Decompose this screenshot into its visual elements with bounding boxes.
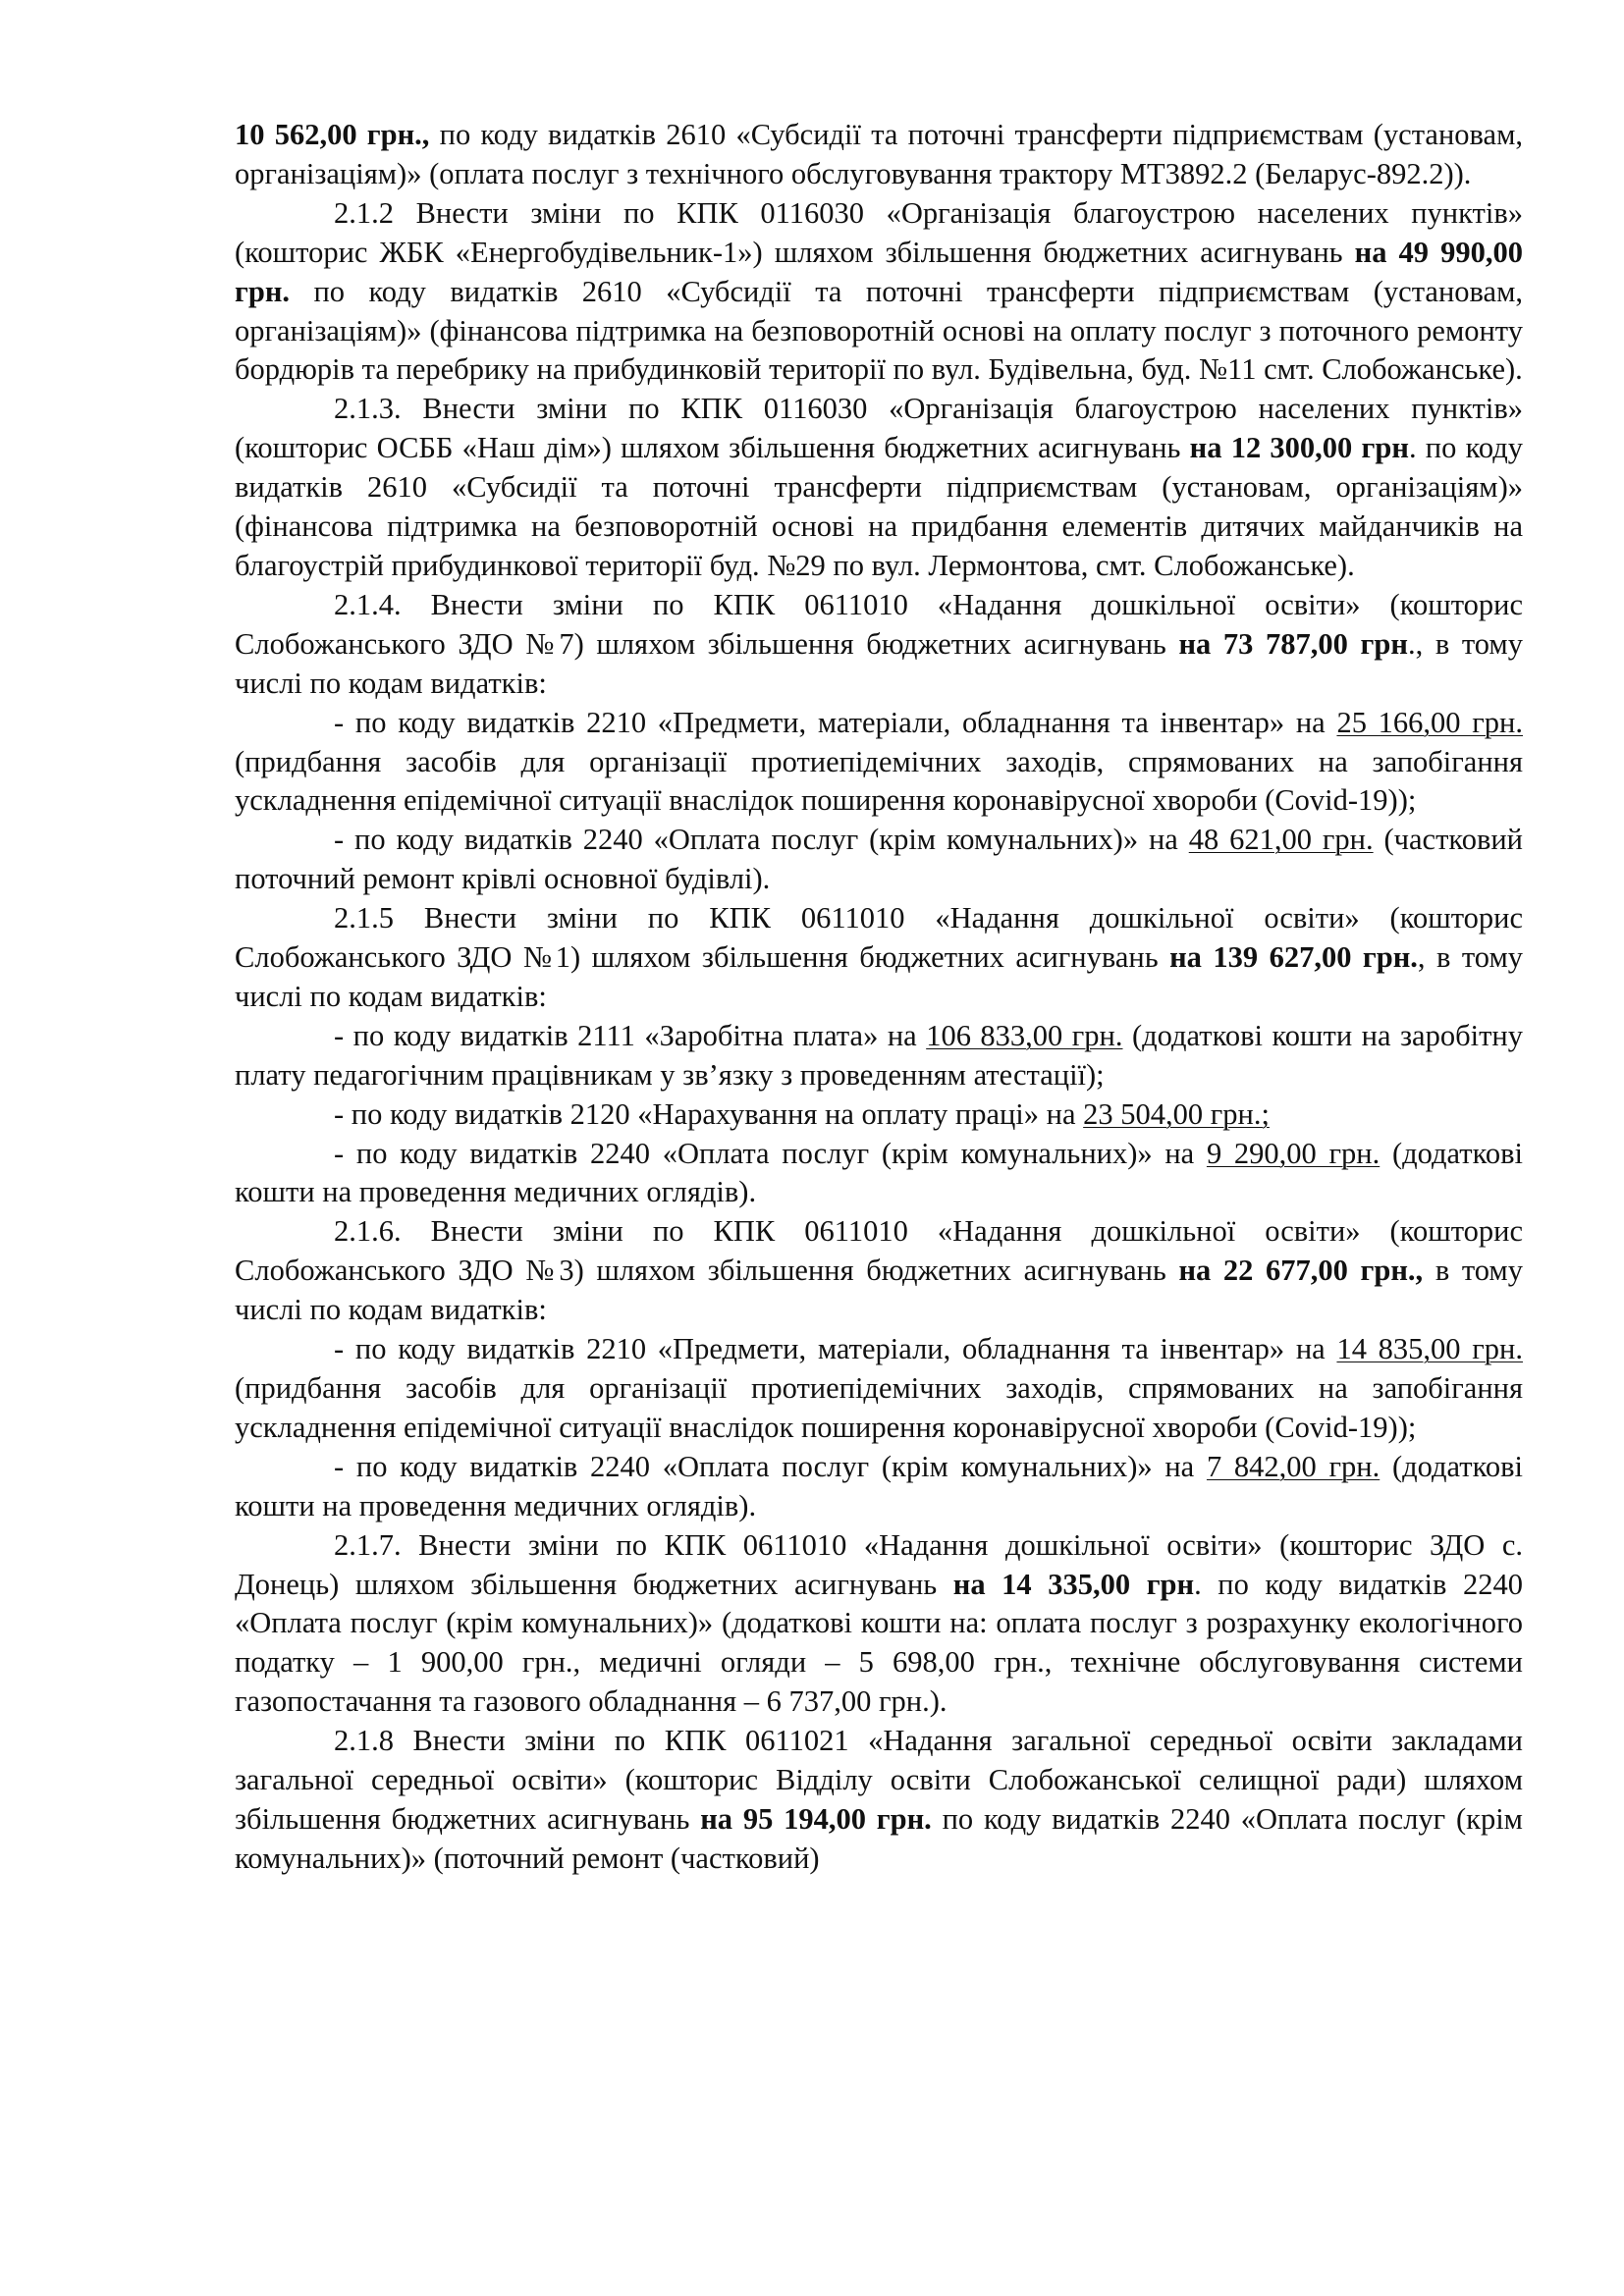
list-item-2240	[235, 1135, 1523, 1213]
text-segment: 2.1.5 Внести зміни по КПК 0611010 «Надання дошкільної освіти» (кошторис Слобожанського ЗДО №1) шляхом збільшення бюджетних асигнувань	[235, 901, 1523, 975]
paragraph-2-1-8	[235, 1722, 1523, 1879]
text-segment: 23 504,00 грн.;	[1083, 1096, 1270, 1131]
text-segment: 25 166,00 грн.	[1336, 705, 1523, 739]
text-segment: на 14 335,00 грн	[952, 1567, 1195, 1601]
text-segment: на 12 300,00 грн	[1189, 431, 1409, 465]
text-segment: (придбання засобів для організації протиепідемічних заходів, спрямованих на запобігання ускладнення епідемічної ситуації внаслідок поширення коронавірусної хвороби (Covid-19));	[235, 744, 1523, 818]
text-segment: - по коду видатків 2210 «Предмети, матеріали, обладнання та інвентар» на	[334, 705, 1337, 739]
text-segment: - по коду видатків 2240 «Оплата послуг (крім комунальних)» на	[334, 823, 1189, 857]
text-segment: на 139 627,00 грн.	[1169, 940, 1418, 975]
text-segment: 14 835,00 грн.	[1336, 1332, 1523, 1366]
text-segment: на 49 990,00 грн.	[235, 235, 1523, 308]
list-item-2120	[235, 1095, 1523, 1135]
text-segment: 10 562,00 грн.,	[235, 118, 430, 151]
text-segment: 2.1.7. Внести зміни по КПК 0611010 «Надання дошкільної освіти» (кошторис ЗДО с. Донець) шляхом збільшення бюджетних асигнувань	[235, 1527, 1523, 1601]
text-segment: 7 842,00 грн.	[1206, 1449, 1380, 1483]
text-segment: в тому числі по кодам видатків:	[235, 1254, 1523, 1327]
text-segment: по коду видатків 2240 «Оплата послуг (крім комунальних)» (поточний ремонт (частковий)	[235, 1801, 1523, 1875]
text-segment: - по коду видатків 2210 «Предмети, матеріали, обладнання та інвентар» на	[334, 1332, 1337, 1366]
text-segment: на 73 787,00 грн	[1178, 626, 1408, 661]
text-segment: (додаткові кошти на проведення медичних оглядів).	[235, 1449, 1523, 1522]
paragraph-2-1-6	[235, 1212, 1523, 1330]
paragraph-2-1-4	[235, 586, 1523, 704]
paragraph-1	[235, 116, 1523, 194]
text-segment: , в тому числі по кодам видатків:	[235, 940, 1523, 1013]
paragraph-2-1-7	[235, 1526, 1523, 1723]
paragraph-2-1-5	[235, 899, 1523, 1017]
document-page	[235, 116, 1523, 1879]
text-segment: - по коду видатків 2111 «Заробітна плата» на	[334, 1018, 927, 1052]
text-segment: - по коду видатків 2120 «Нарахування на оплату праці» на	[334, 1096, 1084, 1131]
text-segment: (додаткові кошти на проведення медичних оглядів).	[235, 1136, 1523, 1209]
text-segment: . по коду видатків 2610 «Субсидії та поточні трансферти підприємствам (установам, організаціям)» (фінансова підтримка на безповоротній основі на придбання елементів дитячих майданчиків на благоустрій прибудинкової території буд. №29 по вул. Лермонтова, смт. Слобожанське).	[235, 431, 1524, 582]
text-segment: 106 833,00 грн.	[926, 1018, 1123, 1052]
text-segment: по коду видатків 2610 «Субсидії та поточні трансферти підприємствам (установам, організаціям)» (фінансова підтримка на безповоротній основі на оплату послуг з поточного ремонту бордюрів та перебрику на прибудинковій території по вул. Будівельна, буд. №11 смт. Слобожанське).	[235, 274, 1523, 387]
text-segment: - по коду видатків 2240 «Оплата послуг (крім комунальних)» на	[334, 1136, 1207, 1170]
text-segment: 2.1.8 Внести зміни по КПК 0611021 «Надання загальної середньої освіти закладами загальної середньої освіти» (кошторис Відділу освіти Слобожанської селищної ради) шляхом збільшення бюджетних асигнувань	[235, 1724, 1523, 1836]
text-segment: 2.1.6. Внести зміни по КПК 0611010 «Надання дошкільної освіти» (кошторис Слобожанського ЗДО №3) шляхом збільшення бюджетних асигнувань	[235, 1214, 1523, 1288]
text-segment: (додаткові кошти на заробітну плату педагогічним працівникам у зв’язку з проведенням атестації);	[235, 1018, 1523, 1092]
list-item-2210	[235, 704, 1523, 822]
paragraph-2-1-3	[235, 390, 1523, 586]
text-segment: - по коду видатків 2240 «Оплата послуг (крім комунальних)» на	[334, 1449, 1207, 1483]
text-segment: 48 621,00 грн.	[1188, 823, 1374, 857]
list-item-2240	[235, 1448, 1523, 1526]
text-segment: 2.1.4. Внести зміни по КПК 0611010 «Надання дошкільної освіти» (кошторис Слобожанського ЗДО №7) шляхом збільшення бюджетних асигнувань	[235, 587, 1523, 661]
text-segment: по коду видатків 2610 «Субсидії та поточні трансферти підприємствам (установам, організаціям)» (оплата послуг з технічного обслуговування трактору МТ3892.2 (Беларус-892.2)).	[235, 118, 1523, 190]
list-item-2240	[235, 821, 1523, 899]
list-item-2210	[235, 1330, 1523, 1448]
text-segment: ., в тому числі по кодам видатків:	[235, 626, 1523, 700]
text-segment: 9 290,00 грн.	[1206, 1136, 1380, 1170]
paragraph-2-1-2	[235, 194, 1523, 391]
list-item-2111	[235, 1017, 1523, 1095]
text-segment: (частковий поточний ремонт крівлі основної будівлі).	[235, 823, 1523, 896]
text-segment: на 95 194,00 грн.	[700, 1801, 932, 1836]
text-segment: на 22 677,00 грн.,	[1178, 1254, 1424, 1288]
text-segment: . по коду видатків 2240 «Оплата послуг (крім комунальних)» (додаткові кошти на: оплата послуг з розрахунку екологічного податку – 1 900,00 грн., медичні огляди – 5 698,00 грн., технічне обслуговування системи газопостачання та газового обладнання – 6 737,00 грн.).	[235, 1567, 1523, 1719]
text-segment: (придбання засобів для організації протиепідемічних заходів, спрямованих на запобігання ускладнення епідемічної ситуації внаслідок поширення коронавірусної хвороби (Covid-19));	[235, 1371, 1523, 1444]
text-segment: 2.1.3. Внести зміни по КПК 0116030 «Організація благоустрою населених пунктів» (кошторис ОСББ «Наш дім») шляхом збільшення бюджетних асигнувань	[235, 392, 1523, 465]
text-segment: 2.1.2 Внести зміни по КПК 0116030 «Організація благоустрою населених пунктів» (кошторис ЖБК «Енергобудівельник-1») шляхом збільшення бюджетних асигнувань	[235, 195, 1523, 269]
